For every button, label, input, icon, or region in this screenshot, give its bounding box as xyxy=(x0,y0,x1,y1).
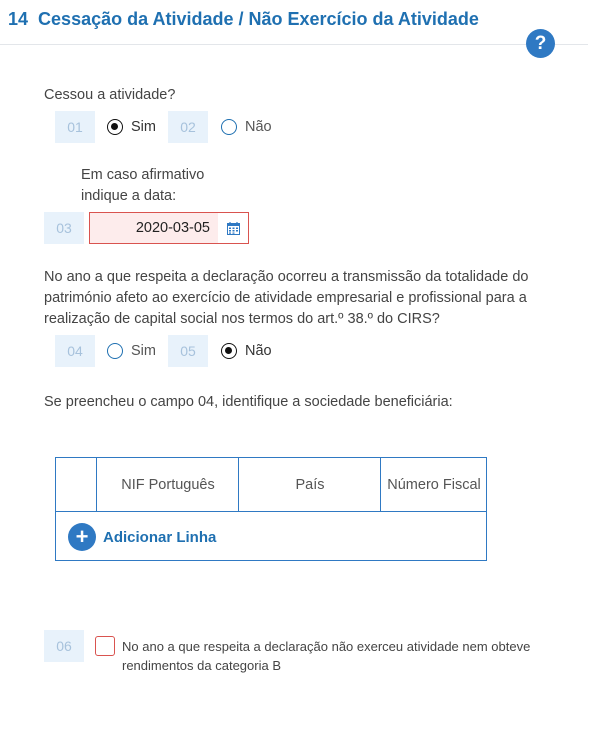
question-transfer-line3: realização de capital social nos termos do art.º 38.º do CIRS? xyxy=(44,311,440,327)
radio-ceased-yes[interactable] xyxy=(107,119,123,135)
no-activity-label-line2: rendimentos da categoria B xyxy=(122,658,281,673)
section-number: 14 xyxy=(8,9,29,29)
date-label-line2: indique a data: xyxy=(81,188,177,204)
radio-transfer-yes[interactable] xyxy=(107,343,123,359)
column-nif-portugues: NIF Português xyxy=(96,458,239,511)
beneficiary-table xyxy=(55,457,487,561)
column-pais: País xyxy=(238,458,381,511)
help-icon: ? xyxy=(534,32,547,54)
cessation-date-input[interactable] xyxy=(89,212,249,244)
question-transfer-line2: património afeto ao exercício de atividade empresarial e profissional para a xyxy=(44,290,527,306)
question-ceased-activity: Cessou a atividade? xyxy=(44,87,176,103)
no-activity-label-line1: No ano a que respeita a declaração não exerceu atividade nem obteve xyxy=(122,639,531,654)
section-title xyxy=(8,9,479,30)
help-button[interactable] xyxy=(526,29,555,58)
radio-ceased-yes-label[interactable]: Sim xyxy=(131,119,156,135)
question-transfer-line1: No ano a que respeita a declaração ocorreu a transmissão da totalidade do xyxy=(44,269,529,285)
field-number-04: 04 xyxy=(55,335,95,367)
column-numero-fiscal: Número Fiscal xyxy=(380,458,487,511)
field-number-03: 03 xyxy=(44,212,84,244)
field-number-01: 01 xyxy=(55,111,95,143)
field-number-06: 06 xyxy=(44,630,84,662)
add-row-label: Adicionar Linha xyxy=(103,528,217,546)
no-activity-label[interactable] xyxy=(122,637,562,675)
no-activity-checkbox[interactable] xyxy=(95,636,115,656)
radio-ceased-no[interactable] xyxy=(221,119,237,135)
section-title-text: Cessação da Atividade / Não Exercício da Atividade xyxy=(38,9,479,29)
question-beneficiary: Se preencheu o campo 04, identifique a sociedade beneficiária: xyxy=(44,394,453,410)
calendar-icon[interactable] xyxy=(218,213,248,243)
field-number-05: 05 xyxy=(168,335,208,367)
cessation-date-value: 2020-03-05 xyxy=(135,220,210,236)
field-number-02: 02 xyxy=(168,111,208,143)
radio-transfer-yes-label[interactable]: Sim xyxy=(131,343,156,359)
table-header xyxy=(56,458,486,512)
radio-transfer-no[interactable] xyxy=(221,343,237,359)
radio-transfer-no-label[interactable]: Não xyxy=(245,343,272,359)
plus-icon: + xyxy=(68,523,96,551)
date-label-line1: Em caso afirmativo xyxy=(81,167,205,183)
add-row-button[interactable] xyxy=(68,523,216,551)
radio-ceased-no-label[interactable]: Não xyxy=(245,119,272,135)
title-divider xyxy=(0,44,588,45)
